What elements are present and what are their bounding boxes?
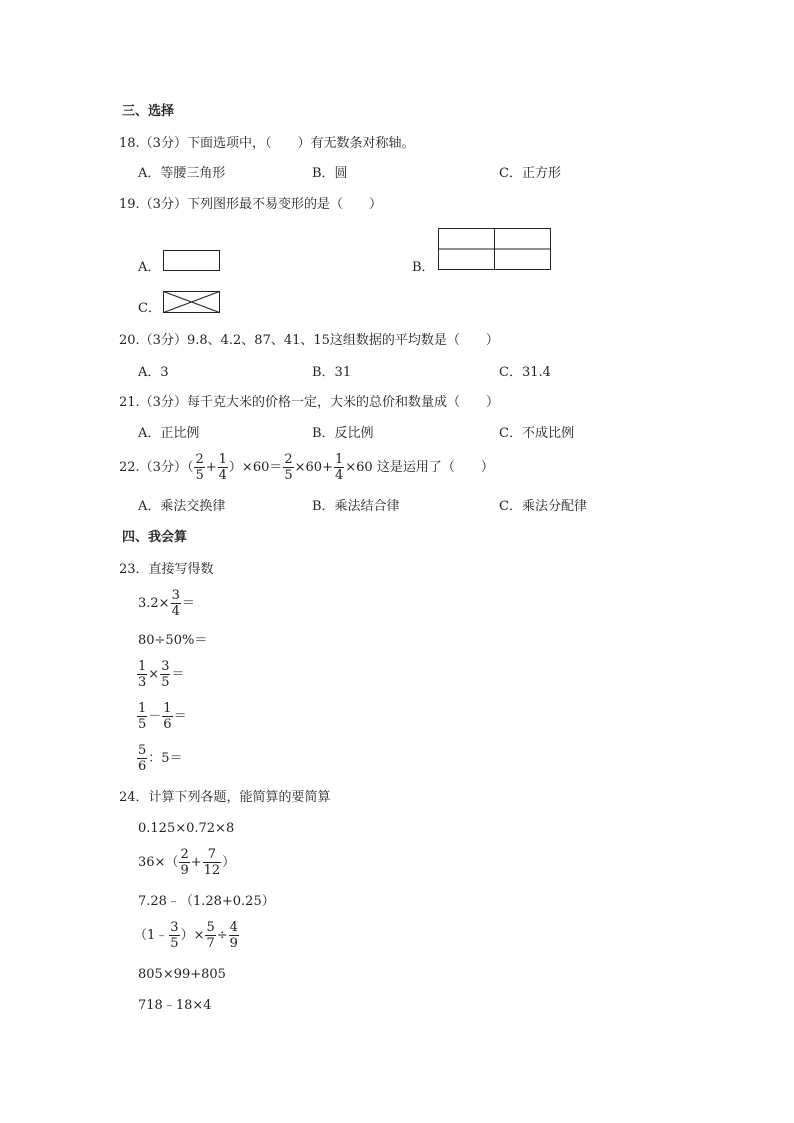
question-18-stem: 18.（3分）下面选项中，（ ）有无数条对称轴。 [119,136,415,151]
q19-option-a[interactable]: A． [138,260,161,275]
q23-expression-5: $\frac{5}{6}$ ：5＝ [138,743,183,774]
q22-prefix: 22.（3分）（ [119,460,194,475]
q24-expression-1: 0.125×0.72×8 [138,821,235,836]
q22-suffix: ×60 这是运用了（ ） [345,460,494,475]
question-24-stem: 24．计算下列各题，能简算的要简算 [119,790,331,805]
q22-option-a[interactable]: A．乘法交换律 [138,499,226,514]
q23-expression-2: 80÷50%＝ [138,633,208,648]
fraction: $\frac{1}{4}$ [218,452,227,483]
q21-option-a[interactable]: A．正比例 [138,426,200,441]
section-title: 三、选择 [122,104,175,119]
q21-option-b[interactable]: B．反比例 [312,426,374,441]
q23-expression-4: $\frac{1}{5}$ － $\frac{1}{6}$ ＝ [138,701,187,732]
q22-option-c[interactable]: C．乘法分配律 [499,499,587,514]
q22-middle-2: ×60+ [294,460,333,475]
q19-option-c[interactable]: C． [138,301,161,316]
q24-expression-3: 7.28﹣（1.28+0.25） [138,894,275,909]
q18-option-b[interactable]: B．圆 [312,166,348,181]
fraction: $\frac{3}{5}$ [161,659,170,690]
plus-sign: + [205,460,217,475]
fraction: $\frac{3}{4}$ [171,588,180,619]
question-19-stem: 19.（3分）下列图形最不易变形的是（ ） [119,197,382,212]
q24-expression-6: 718﹣18×4 [138,998,212,1013]
q21-option-c[interactable]: C．不成比例 [499,426,574,441]
q19-option-b[interactable]: B． [412,260,435,275]
fraction: $\frac{2}{5}$ [195,452,204,483]
q22-option-b[interactable]: B．乘法结合律 [312,499,400,514]
q18-option-a[interactable]: A．等腰三角形 [138,166,226,181]
fraction: $\frac{4}{9}$ [229,920,238,951]
q22-middle: ）×60＝ [228,460,283,475]
diagonal-rectangle-figure [163,291,221,314]
fraction: $\frac{7}{12}$ [203,847,221,878]
q23-expression-3: $\frac{1}{3}$ × $\frac{3}{5}$ ＝ [138,659,185,690]
section-title: 四、我会算 [122,530,188,545]
fraction: $\frac{5}{7}$ [206,920,215,951]
rectangle-figure [163,250,220,271]
fraction: $\frac{1}{5}$ [138,701,147,732]
fraction: $\frac{3}{5}$ [170,920,179,951]
q24-expression-5: 805×99+805 [138,967,226,982]
q24-expression-2: 36×（ $\frac{2}{9}$ + $\frac{7}{12}$ ） [138,847,236,878]
fraction: $\frac{1}{6}$ [163,701,172,732]
q20-option-c[interactable]: C．31.4 [499,365,551,380]
q20-option-b[interactable]: B．31 [312,365,352,380]
q18-option-c[interactable]: C．正方形 [499,166,561,181]
fraction: $\frac{1}{3}$ [138,659,147,690]
question-23-stem: 23．直接写得数 [119,562,214,577]
fraction: $\frac{1}{4}$ [334,452,344,483]
fraction: $\frac{5}{6}$ [138,743,147,774]
fraction: $\frac{2}{5}$ [284,452,293,483]
fraction: $\frac{2}{9}$ [180,847,189,878]
q24-expression-4: （1﹣ $\frac{3}{5}$ ）× $\frac{5}{7}$ ÷ $\frac{4}{9}$ [134,920,238,951]
q20-option-a[interactable]: A．3 [138,365,169,380]
divided-rectangle-figure [438,228,552,272]
question-20-stem: 20.（3分）9.8、4.2、87、41、15这组数据的平均数是（ ） [119,333,499,348]
question-21-stem: 21.（3分）每千克大米的价格一定，大米的总价和数量成（ ） [119,395,499,410]
q23-expression-1: 3.2× $\frac{3}{4}$ ＝ [138,588,195,619]
question-22-stem [119,452,494,483]
